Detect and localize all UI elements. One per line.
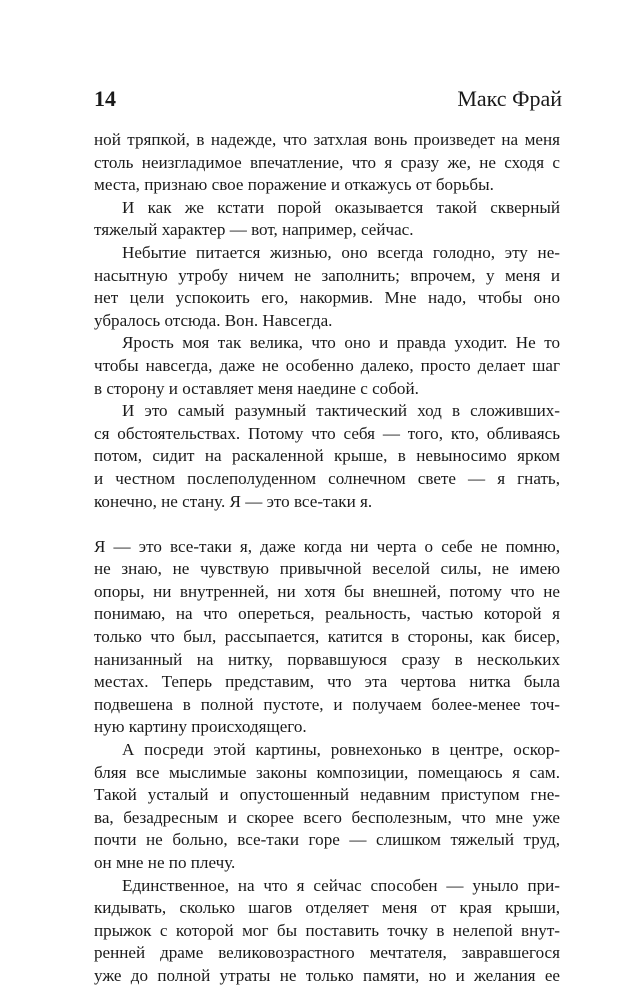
text-line: местах. Теперь представим, что эта чертова нитка была — [94, 672, 560, 692]
text-line: конечно, не стану. Я — это все-таки я. — [94, 491, 373, 511]
text-line: и честном послеполуденном солнечном свете — я гнать, — [94, 468, 560, 488]
text-line: прыжок с которой мог бы поставить точку в нелепой внут- — [94, 920, 560, 940]
text-line: нет цели успокоить его, накормив. Мне надо, чтобы оно — [94, 288, 560, 308]
text-line: тяжелый характер — вот, например, сейчас. — [94, 220, 414, 240]
text-line: Такой усталый и опустошенный недавним приступом гне- — [94, 785, 560, 805]
text-line: подвешена в полной пустоте, и получаем более-менее точ- — [94, 694, 560, 714]
text-line: бляя все мыслимые законы композиции, помещаюсь я сам. — [94, 762, 560, 782]
text-line: ную картину происходящего. — [94, 717, 307, 737]
text-line: он мне не по плечу. — [94, 853, 236, 872]
text-line: только что был, рассыпается, катится в стороны, как бисер, — [94, 627, 560, 647]
text-line: ва, безадресным и скорее всего бесполезным, что мне уже — [94, 807, 560, 827]
text-line: ренней драме великовозрастного мечтателя, завравшегося — [94, 943, 560, 963]
text-line: Единственное, на что я сейчас способен — уныло при- — [122, 875, 560, 895]
text-line: понимаю, на что опереться, реальность, частью которой я — [94, 604, 560, 624]
text-line: ной тряпкой, в надежде, что затхлая вонь произведет на меня — [94, 130, 560, 149]
body-text — [94, 129, 560, 988]
text-line: места, признаю свое поражение и откажусь от борьбы. — [94, 175, 494, 195]
text-line: не знаю, не чувствую привычной веселой силы, не имею — [94, 559, 560, 579]
text-line: нанизанный на нитку, порвавшуюся сразу в нескольких — [94, 649, 560, 669]
text-line: И как же кстати порой оказывается такой скверный — [122, 197, 560, 217]
text-line: кидывать, сколько шагов отделяет меня от края крыши, — [94, 898, 560, 918]
text-line: Небытие питается жизнью, оно всегда голодно, эту не- — [122, 242, 560, 262]
text-line: опоры, ни внутренней, ни хотя бы внешней, потому что не — [94, 581, 560, 601]
text-line: убралось отсюда. Вон. Навсегда. — [94, 310, 333, 330]
text-line: насытную утробу ничем не заполнить; впрочем, у меня и — [94, 265, 560, 285]
section-break — [94, 513, 560, 536]
text-line: столь неизгладимое впечатление, что я сразу же, не сходя с — [94, 152, 560, 172]
book-author: Макс Фрай — [457, 86, 562, 111]
page-number: 14 — [94, 86, 116, 111]
text-line: Ярость моя так велика, что оно и правда уходит. Не то — [122, 333, 560, 353]
text-line: в сторону и оставляет меня наедине с собой. — [94, 378, 419, 398]
text-line: потом, сидит на раскаленной крыше, в невыносимо ярком — [94, 446, 560, 466]
text-line: уже до полной утраты не только памяти, но и желания ее — [94, 965, 560, 985]
text-line: ся обстоятельствах. Потому что себя — того, кто, обливаясь — [94, 423, 560, 443]
text-line: И это самый разумный тактический ход в сложивших- — [122, 401, 560, 421]
text-line: А посреди этой картины, ровнехонько в центре, оскор- — [122, 740, 560, 760]
text-line: почти не больно, все-таки горе — слишком тяжелый труд, — [94, 830, 560, 850]
text-line: чтобы навсегда, даже не особенно далеко, просто делает шаг — [94, 355, 560, 375]
text-line: Я — это все-таки я, даже когда ни черта о себе не помню, — [94, 536, 560, 556]
running-header — [94, 84, 562, 114]
